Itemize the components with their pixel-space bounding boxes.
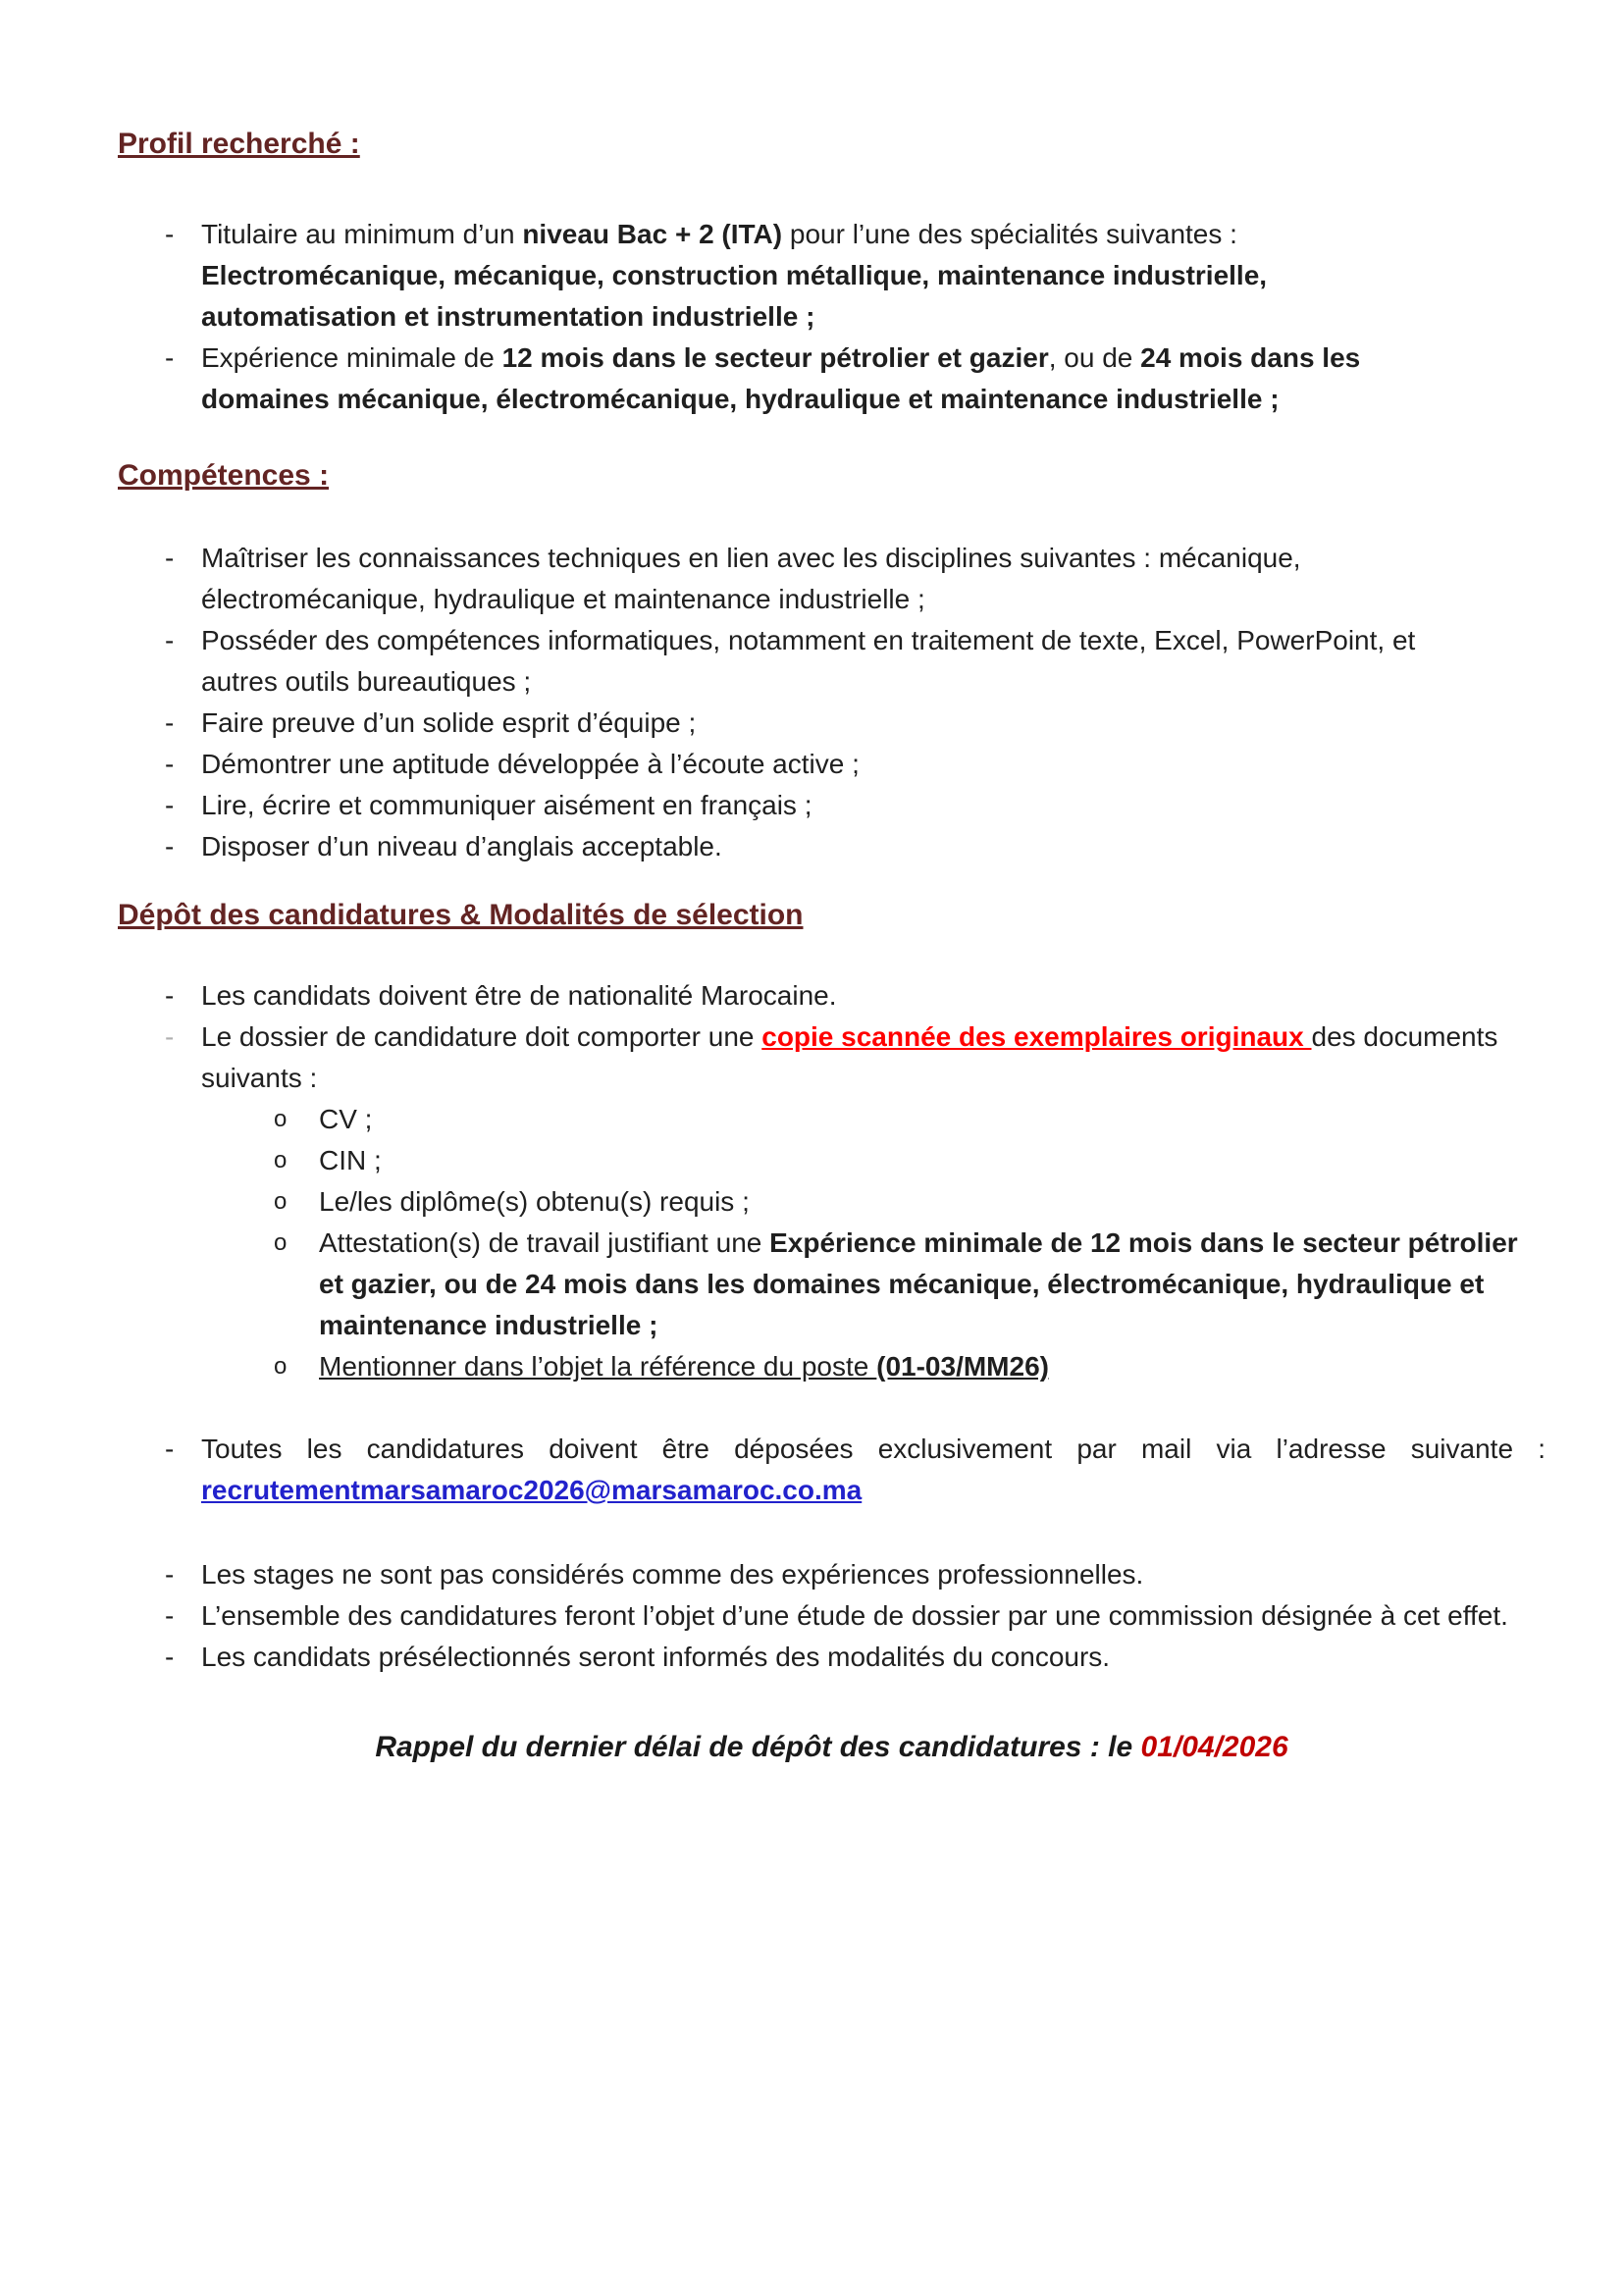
text-run: Titulaire au minimum d’un — [201, 219, 523, 249]
section-heading-profil: Profil recherché : — [118, 128, 360, 160]
text-run: Mentionner dans l’objet la référence du poste — [319, 1351, 877, 1382]
list-item-text — [201, 826, 1545, 867]
list-item-text — [319, 1181, 1545, 1223]
profil-list — [118, 214, 1545, 420]
list-item-text — [201, 620, 1545, 703]
text-run: électromécanique, hydraulique et maintenance industrielle ; — [201, 584, 925, 614]
list-item — [118, 826, 1545, 867]
text-run: maintenance industrielle ; — [319, 1310, 658, 1340]
text-run: Attestation(s) de travail justifiant une — [319, 1227, 770, 1258]
list-item-text — [201, 744, 1545, 785]
list-item — [118, 703, 1545, 744]
depot-mail-item — [118, 1429, 1545, 1511]
text-run: , ou de — [1048, 342, 1141, 373]
text-run: Lire, écrire et communiquer aisément en français ; — [201, 790, 812, 820]
dash-bullet-marker: - — [165, 543, 175, 573]
text-run: Expérience minimale de — [201, 342, 502, 373]
text-run: Maîtriser les connaissances techniques en lien avec les disciplines suivantes : mécanique, — [201, 543, 1301, 573]
text-run: automatisation et instrumentation industrielle ; — [201, 301, 815, 332]
list-item — [118, 1554, 1545, 1595]
text-run: Les candidats doivent être de nationalité Marocaine. — [201, 980, 837, 1011]
list-item — [118, 538, 1545, 620]
text-run: Disposer d’un niveau d’anglais acceptable. — [201, 831, 722, 861]
dash-bullet-marker: - — [165, 980, 175, 1011]
list-item-text — [319, 1223, 1545, 1346]
depot-notes-list — [118, 1554, 1545, 1678]
dash-bullet-marker: - — [165, 1021, 175, 1052]
dash-bullet-marker: - — [165, 1642, 175, 1672]
text-run: Posséder des compétences informatiques, notamment en traitement de texte, Excel, PowerPoint, et — [201, 625, 1416, 655]
circle-bullet-marker: o — [274, 1353, 288, 1380]
text-run: CV ; — [319, 1104, 373, 1134]
text-run: Expérience minimale de 12 mois dans le secteur pétrolier — [769, 1227, 1518, 1258]
text-run: L’ensemble des candidatures feront l’objet d’une étude de dossier par une commission désignée à cet effet. — [201, 1600, 1508, 1631]
list-item-text — [201, 785, 1545, 826]
list-item-text — [201, 1637, 1545, 1678]
deadline-text: Rappel du dernier délai de dépôt des candidatures : le — [375, 1731, 1141, 1763]
list-item — [118, 1429, 1545, 1511]
dash-bullet-marker: - — [165, 1559, 175, 1590]
dash-bullet-marker: - — [165, 831, 175, 861]
list-item-text — [201, 703, 1545, 744]
circle-bullet-marker: o — [274, 1229, 288, 1256]
text-run: Les stages ne sont pas considérés comme des expériences professionnelles. — [201, 1559, 1144, 1590]
deadline-date: 01/04/2026 — [1140, 1731, 1288, 1763]
text-run: Les candidats présélectionnés seront informés des modalités du concours. — [201, 1642, 1111, 1672]
list-item-text — [201, 538, 1545, 620]
text-run: Le dossier de candidature doit comporter une — [201, 1021, 762, 1052]
list-item-text — [201, 214, 1545, 338]
list-item — [118, 744, 1545, 785]
text-run: 12 mois dans le secteur pétrolier et gazier — [501, 342, 1049, 373]
list-item-text — [319, 1140, 1545, 1181]
email-link[interactable]: recrutementmarsamaroc2026@marsamaroc.co.ma — [201, 1475, 863, 1505]
sub-list-item — [201, 1181, 1545, 1223]
dash-bullet-marker: - — [165, 749, 175, 779]
text-run: Faire preuve d’un solide esprit d’équipe ; — [201, 707, 697, 738]
text-run: et gazier, ou de 24 mois dans les domaines mécanique, électromécanique, hydraulique et — [319, 1269, 1485, 1299]
text-run: des documents — [1311, 1021, 1498, 1052]
text-run: autres outils bureautiques ; — [201, 666, 532, 697]
text-run: niveau Bac + 2 (ITA) — [522, 219, 783, 249]
list-item-text — [319, 1099, 1545, 1140]
dash-bullet-marker: - — [165, 342, 175, 373]
list-item-text — [201, 338, 1545, 420]
list-item-text — [201, 1595, 1545, 1637]
list-item-text — [201, 1017, 1545, 1387]
text-run: Démontrer une aptitude développée à l’écoute active ; — [201, 749, 860, 779]
list-item-text — [201, 1554, 1545, 1595]
list-item — [118, 785, 1545, 826]
circle-bullet-marker: o — [274, 1147, 288, 1174]
dash-bullet-marker: - — [165, 625, 175, 655]
text-run: suivants : — [201, 1063, 318, 1093]
text-run: copie scannée des exemplaires originaux — [761, 1021, 1312, 1052]
list-item — [118, 338, 1545, 420]
circle-bullet-marker: o — [274, 1188, 288, 1215]
list-item — [118, 1017, 1545, 1387]
deadline-reminder — [118, 1727, 1545, 1768]
list-item-text — [201, 1429, 1545, 1511]
list-item — [118, 975, 1545, 1017]
sub-list-item — [201, 1346, 1545, 1387]
text-run: CIN ; — [319, 1145, 382, 1175]
text-run: Toutes les candidatures doivent être déposées exclusivement par mail via l’adresse suivante : — [201, 1434, 1545, 1464]
circle-bullet-marker: o — [274, 1106, 288, 1132]
list-item-text — [319, 1346, 1545, 1387]
text-run: (01-03/MM26) — [876, 1351, 1049, 1382]
text-run: domaines mécanique, électromécanique, hydraulique et maintenance industrielle ; — [201, 384, 1280, 414]
section-heading-depot: Dépôt des candidatures & Modalités de sélection — [118, 899, 804, 931]
text-run: 24 mois dans les — [1140, 342, 1361, 373]
dash-bullet-marker: - — [165, 707, 175, 738]
sub-list-item — [201, 1099, 1545, 1140]
list-item — [118, 1637, 1545, 1678]
depot-list — [118, 975, 1545, 1387]
dash-bullet-marker: - — [165, 790, 175, 820]
dash-bullet-marker: - — [165, 219, 175, 249]
dash-bullet-marker: - — [165, 1600, 175, 1631]
section-heading-competences: Compétences : — [118, 459, 330, 492]
list-item-text — [201, 975, 1545, 1017]
sub-list-item — [201, 1223, 1545, 1346]
list-item — [118, 1595, 1545, 1637]
list-item — [118, 620, 1545, 703]
sub-list — [201, 1099, 1545, 1387]
text-run: pour l’une des spécialités suivantes : — [782, 219, 1237, 249]
text-run: Electromécanique, mécanique, construction métallique, maintenance industrielle, — [201, 260, 1268, 290]
dash-bullet-marker: - — [165, 1434, 175, 1464]
text-run: Le/les diplôme(s) obtenu(s) requis ; — [319, 1186, 750, 1217]
competences-list — [118, 538, 1545, 867]
sub-list-item — [201, 1140, 1545, 1181]
list-item — [118, 214, 1545, 338]
